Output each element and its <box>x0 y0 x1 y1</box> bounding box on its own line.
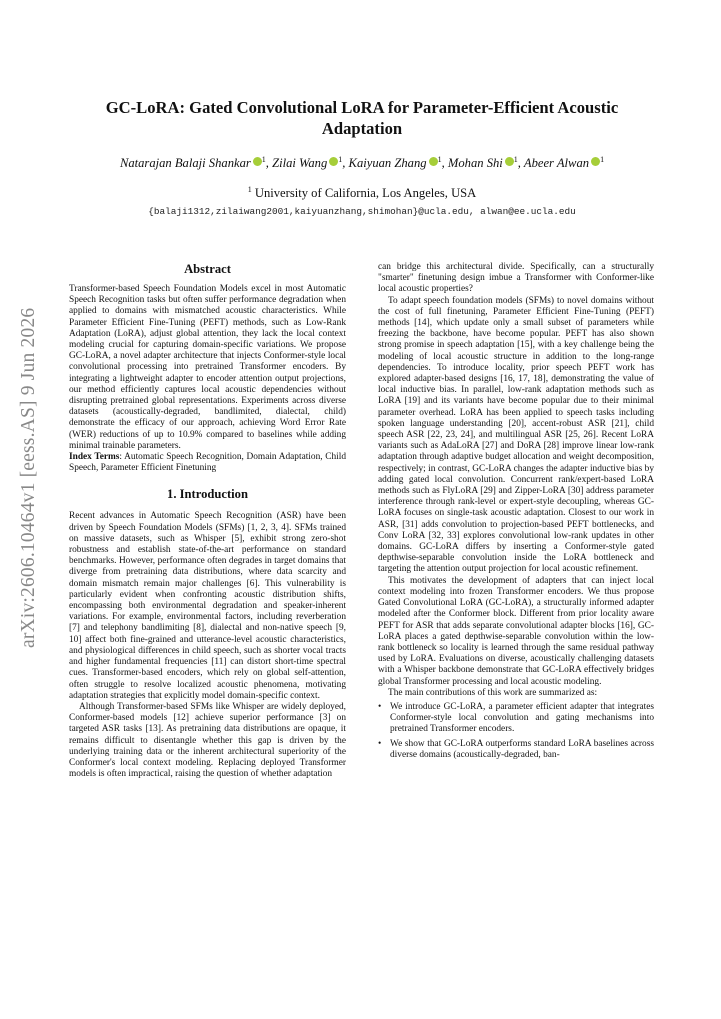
author-name: Abeer Alwan <box>523 156 590 171</box>
bullet: • <box>378 738 382 749</box>
right-column <box>378 262 654 764</box>
body-paragraph: To adapt speech foundation models (SFMs) to novel domains without the cost of full finetuning, Parameter Efficient Fine-Tuning (PEFT) methods [14], which update only a small subset of parameters while freezing the backbone, have become popular. PEFT has also shown strong promise in speech adaptation [15], with a key challenge being the modeling of local acoustic structure in addition to the long-range dependencies. To introduce locality, prior speech PEFT work has explored adapter-based designs [16, 17, 18], demonstrating the value of local inductive bias. In parallel, low-rank adaptation methods such as LoRA [19] and its variants have become popular due to their minimal parameter overhead. LoRA has been applied to speech tasks including spoken language understanding [20], accent-robust ASR [21], child speech ASR [22, 23, 24], and multilingual ASR [25, 26]. Recent LoRA variants such as AdaLoRA [27] and DoRA [28] improve linear low-rank adaptation through adaptive budget allocation and weight decomposition, respectively; in contrast, GC-LoRA changes the adapter inductive bias by adding gated local convolution. Concurrent rank/expert-based LoRA methods such as FlyLoRA [29] and Zipper-LoRA [30] address parameter interference through rank-level or expert-style decoupling, whereas GC-LoRA focuses on single-task acoustic adaptation. Closest to our work in ASR, [31] adds convolution to projection-based PEFT bottlenecks, and Conv LoRA [32, 33] explores convolutional low-rank updates in other domains. GC-LoRA differs by inserting a Conformer-style gated depthwise-separable convolution inside the LoRA bottleneck and targeting the attention output projection for local acoustic refinement. <box>378 295 654 575</box>
author-affil-mark: 1 <box>437 155 442 164</box>
author-separator: , <box>265 156 273 171</box>
author-affil-mark: 1 <box>261 155 266 164</box>
orcid-icon[interactable] <box>253 157 262 166</box>
author-name: Natarajan Balaji Shankar <box>119 156 251 171</box>
body-paragraph: The main contributions of this work are summarized as: <box>388 687 598 698</box>
author-separator: , <box>517 156 524 171</box>
author-name: Mohan Shi <box>447 156 503 171</box>
author-affil-mark: 1 <box>338 155 343 164</box>
section-heading-introduction: 1. Introduction <box>167 487 248 502</box>
author-name: Kaiyuan Zhang <box>348 156 427 171</box>
abstract-text: Transformer-based Speech Foundation Models excel in most Automatic Speech Recognition tasks but often suffer performance degradation when applied to domains with mismatched acoustic characteristics. While Parameter Efficient Fine-Tuning (PEFT) methods, such as Low-Rank Adaptation (LoRA), adjust global attention, they lack the local context modeling crucial for capturing domain-specific variations. We propose GC-LoRA, a novel adapter architecture that injects Conformer-style local convolutional processing into pretrained Transformer encoders. By integrating a lightweight adapter to encoder attention output projections, our method efficiently captures local acoustic dependencies without disrupting pretrained global representations. Experiments across diverse datasets (acoustically-degraded, bandlimited, dialectal, child) demonstrate the efficacy of our approach, achieving Word Error Rate (WER) reductions of up to 10.9% compared to baselines while adding minimal trainable parameters. <box>69 284 346 451</box>
index-terms-text: : Automatic Speech Recognition, Domain Adaptation, Child Speech, Parameter Efficient Finetuning <box>69 452 346 474</box>
contribution-text: We show that GC-LoRA outperforms standard LoRA baselines across diverse domains (acoustically-degraded, ban- <box>390 738 654 760</box>
author <box>448 156 524 170</box>
affiliation-text: University of California, Los Angeles, USA <box>251 186 477 201</box>
contributions-list <box>378 702 654 761</box>
author-affil-mark: 1 <box>513 155 518 164</box>
paper-title: GC-LoRA: Gated Convolutional LoRA for Parameter-Efficient Acoustic Adaptation <box>105 98 619 138</box>
list-item <box>378 702 654 736</box>
author-affil-mark: 1 <box>600 155 605 164</box>
left-column <box>69 259 346 780</box>
author-name: Zilai Wang <box>272 156 328 171</box>
abstract-heading: Abstract <box>184 262 231 276</box>
author <box>524 156 604 170</box>
intro-paragraph: Although Transformer-based SFMs like Whisper are widely deployed, Conformer-based models [12] achieve superior performance [3] on targeted ASR tasks [13]. As pretraining data distributions are opaque, it remains difficult to disentangle whether this gap is driven by the underlying training data or the inherent architectural superiority of the Conformer's local context modeling. Replacing deployed Transformer models is often impractical, raising the question of whether adaptation <box>69 701 346 780</box>
orcid-icon[interactable] <box>505 157 514 166</box>
orcid-icon[interactable] <box>429 157 438 166</box>
contribution-text: We introduce GC-LoRA, a parameter efficient adapter that integrates Conformer-style local convolution and gating mechanisms into pretrained Transformer encoders. <box>390 701 654 735</box>
intro-paragraph: Recent advances in Automatic Speech Recognition (ASR) have been driven by Speech Foundation Models (SFMs) [1, 2, 3, 4]. SFMs trained on massive datasets, such as Whisper [5], exhibit strong zero-shot robustness and establish state-of-the-art performance on standard benchmarks. However, performance often degrades in target domains that diverge from pretraining data distributions, where data scarcity and domain mismatch remain major challenges [6]. This vulnerability is particularly evident when confronting acoustic distribution shifts, encompassing both environmental degradation and speaker-inherent variations. For example, environmental factors, including reverberation [7] and telephony bandlimiting [8], dialectal and non-native speech [9, 10] affect both fine-grained and utterance-level acoustic characteristics, and physiological differences in child speech, such as shorter vocal tracts and higher fundamental frequencies [11] can distort short-time spectral cues. Transformer-based encoders, which rely on global self-attention, often struggle to resolve localized acoustic phenomena, motivating adaptation strategies that explicitly model domain-specific context. <box>69 511 346 701</box>
author-separator: , <box>441 156 448 171</box>
affiliation-mark: 1 <box>247 185 252 194</box>
orcid-icon[interactable] <box>591 157 600 166</box>
author <box>349 156 448 170</box>
bullet: • <box>378 701 382 712</box>
author-separator: , <box>342 156 349 171</box>
author-emails: {balaji1312,zilaiwang2001,kaiyuanzhang,shimohan}@ucla.edu, alwan@ee.ucla.edu <box>148 206 576 217</box>
author <box>272 156 348 170</box>
index-terms-label: Index Terms <box>69 452 120 463</box>
affiliation <box>80 185 644 201</box>
index-terms <box>69 452 346 474</box>
orcid-icon[interactable] <box>329 157 338 166</box>
list-item <box>378 739 654 761</box>
body-paragraph: This motivates the development of adapters that can inject local context modeling into frozen Transformer encoders. We thus propose Gated Convolutional LoRA (GC-LoRA), a structurally informed adapter modeled after the Conformer block. Different from prior locality aware PEFT for ASR that adds separate convolutional adapter blocks [16], GC-LoRA places a gated depthwise-separable convolution within the low-rank bottleneck so locality is learned through the same residual pathway used by LoRA. Evaluations on diverse, acoustically challenging datasets with a Whisper backbone demonstrate that GC-LoRA effectively bridges global Transformer processing and local acoustic modeling. <box>378 575 654 687</box>
body-paragraph: can bridge this architectural divide. Specifically, can a structurally "smarter" finetuning design imbue a Transformer with Conformer-like local acoustic properties? <box>378 262 654 295</box>
author-list <box>60 155 664 171</box>
arxiv-stamp: arXiv:2606.10464v1 [eess.AS] 9 Jun 2026 <box>18 307 39 648</box>
author <box>120 156 272 170</box>
